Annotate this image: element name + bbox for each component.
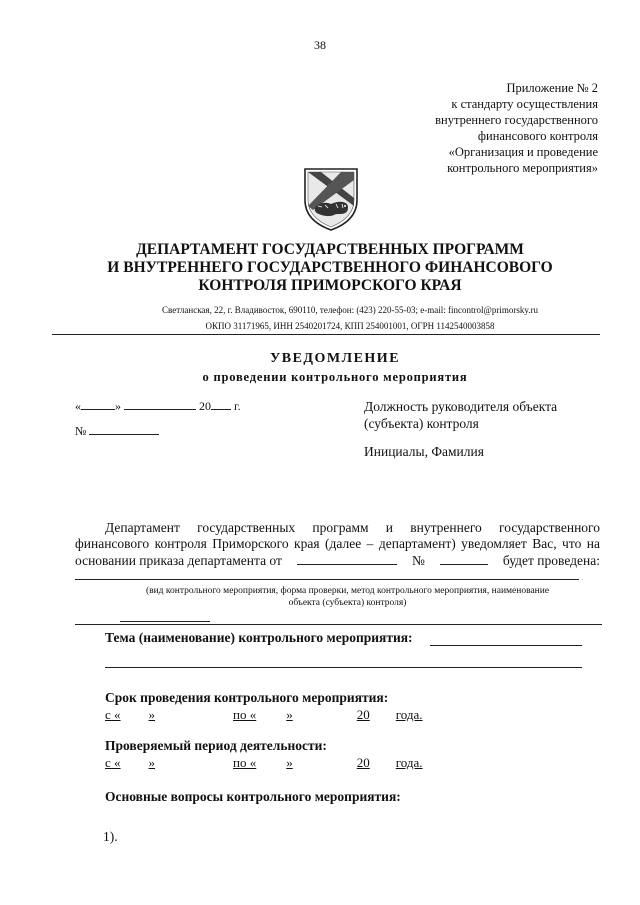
year-blank <box>211 409 231 410</box>
paragraph-line: финансового контроля Приморского края (далее – департамент) уведомляет Вас, что на <box>75 536 600 551</box>
order-number-blank <box>440 564 488 565</box>
notice-paragraph <box>105 519 600 536</box>
period-from: с « <box>105 755 121 770</box>
date-close-quote: » <box>115 399 121 413</box>
order-will-be-held: будет проведена: <box>502 553 600 568</box>
term-to-close: » <box>286 707 293 722</box>
department-codes: ОКПО 31171965, ИНН 2540201724, КПП 254001001, ОГРН 1142540003858 <box>205 321 495 331</box>
department-name-line: КОНТРОЛЯ ПРИМОРСКОГО КРАЯ <box>198 277 462 294</box>
order-date-blank <box>297 564 397 565</box>
page-number: 38 <box>314 38 326 52</box>
date-open-quote: « <box>75 399 81 413</box>
term-from: с « <box>105 707 121 722</box>
day-blank <box>81 409 115 410</box>
term-from-close: » <box>148 707 156 722</box>
number-field <box>75 424 159 439</box>
appendix-note <box>338 80 598 176</box>
coat-of-arms-icon <box>301 166 361 232</box>
appendix-line: внутреннего государственного <box>435 113 598 127</box>
period-year: 20 <box>356 755 370 770</box>
section-divider <box>75 624 602 625</box>
question-item: 1). <box>103 829 118 844</box>
paragraph-line: Департамент государственных программ и внутреннего государственного <box>105 520 600 535</box>
department-name-line: И ВНУТРЕННЕГО ГОСУДАРСТВЕННОГО ФИНАНСОВОГО <box>107 259 553 276</box>
topic-label: Тема (наименование) контрольного мероприятия: <box>105 630 413 645</box>
appendix-line: к стандарту осуществления <box>451 97 598 111</box>
notice-subtitle: о проведении контрольного мероприятия <box>202 370 468 384</box>
term-dates <box>105 707 423 723</box>
recipient-position: Должность руководителя объекта <box>364 399 558 414</box>
recipient-position-cont: (субъекта) контроля <box>364 416 479 431</box>
department-contacts <box>0 302 640 334</box>
appendix-line: контрольного мероприятия» <box>447 161 598 175</box>
appendix-line: «Организация и проведение <box>448 145 598 159</box>
caption-line: (вид контрольного мероприятия, форма проверки, метод контрольного мероприятия, наименование <box>145 586 550 596</box>
date-field <box>75 399 241 414</box>
department-name-line: ДЕПАРТАМЕНТ ГОСУДАРСТВЕННЫХ ПРОГРАММ <box>136 241 524 258</box>
year-prefix: 20 <box>199 399 211 413</box>
period-from-close: » <box>148 755 156 770</box>
questions-label: Основные вопросы контрольного мероприятия: <box>105 789 401 804</box>
event-type-caption <box>95 585 600 609</box>
month-blank <box>124 409 196 410</box>
term-label: Срок проведения контрольного мероприятия: <box>105 690 389 705</box>
period-dates <box>105 755 423 771</box>
department-header <box>0 241 640 295</box>
header-divider <box>52 334 600 335</box>
notice-title: УВЕДОМЛЕНИЕ <box>269 351 401 366</box>
order-number-sign: № <box>411 553 425 568</box>
period-to-close: » <box>286 755 293 770</box>
event-type-line <box>75 579 579 580</box>
term-to: по « <box>233 707 257 722</box>
appendix-line: финансового контроля <box>477 129 598 143</box>
topic-blank <box>430 645 582 646</box>
term-year-word: года. <box>395 707 423 722</box>
paragraph-order-line <box>75 553 600 569</box>
appendix-line: Приложение № 2 <box>506 81 598 95</box>
caption-line: объекта (субъекта) контроля) <box>288 598 407 608</box>
period-to: по « <box>233 755 257 770</box>
recipient-initials: Инициалы, Фамилия <box>364 444 484 459</box>
order-basis-text: основании приказа департамента от <box>75 553 282 568</box>
topic-blank-line <box>105 667 582 668</box>
number-sign: № <box>75 424 87 438</box>
year-suffix: г. <box>234 399 241 413</box>
number-blank <box>89 434 159 435</box>
period-year-word: года. <box>395 755 423 770</box>
short-blank-line <box>120 621 210 622</box>
term-year: 20 <box>356 707 370 722</box>
department-address: Светланская, 22, г. Владивосток, 690110, телефон: (423) 220-55-03; e-mail: fincontrol@primorsky.ru <box>162 305 538 315</box>
period-label: Проверяемый период деятельности: <box>105 738 327 753</box>
recipient-block <box>364 398 557 432</box>
